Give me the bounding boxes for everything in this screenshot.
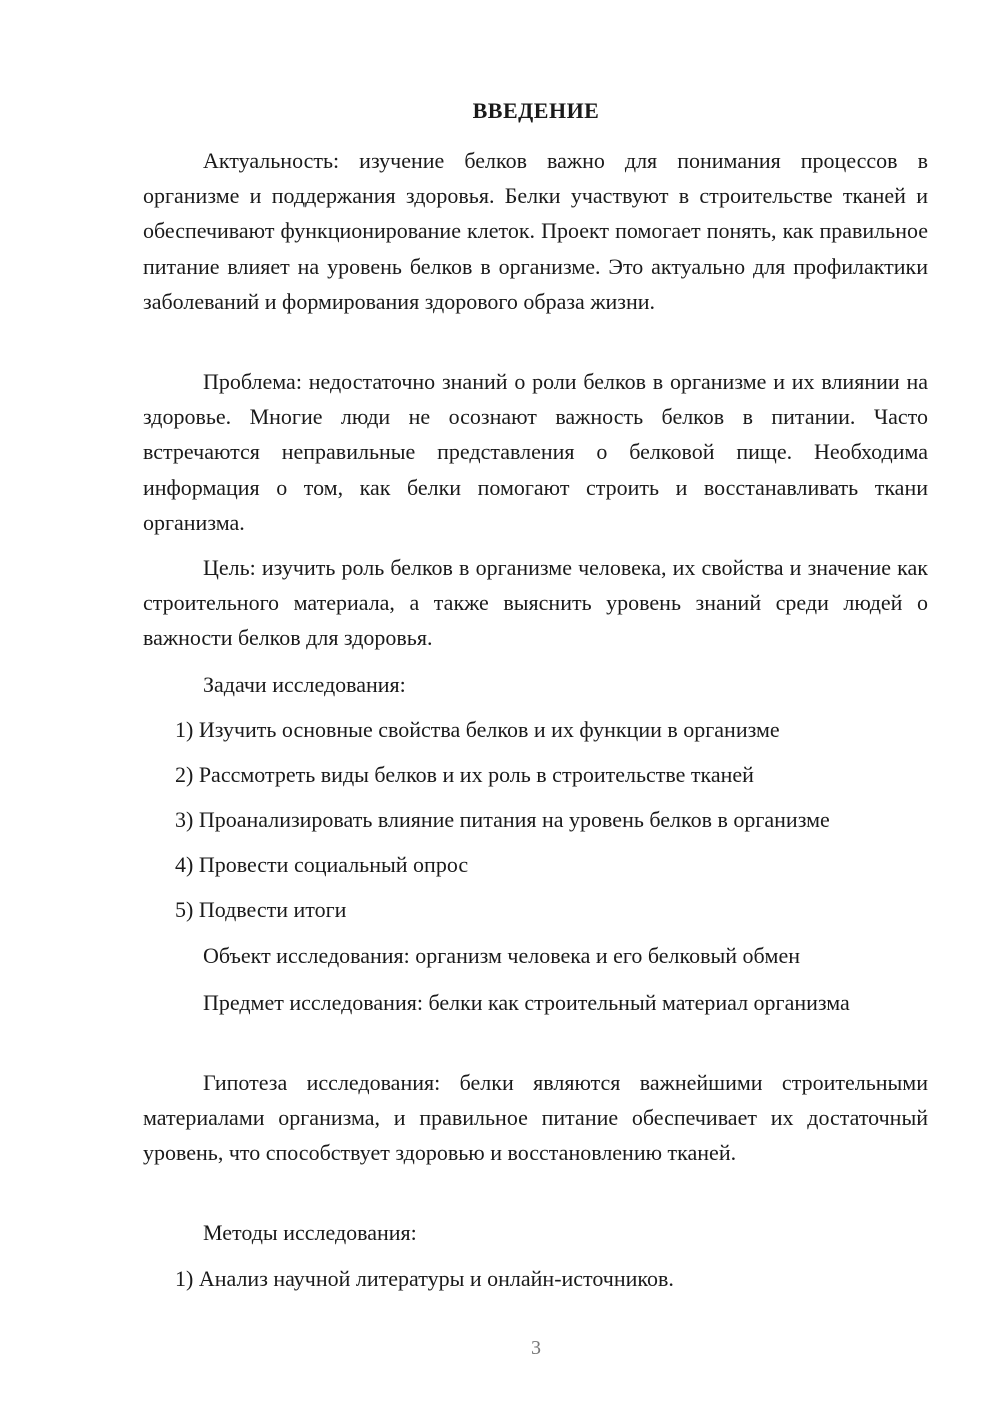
task-item: 4) Провести социальный опрос	[175, 852, 469, 877]
task-item: 1) Изучить основные свойства белков и их функции в организме	[175, 717, 780, 742]
task-item: 2) Рассмотреть виды белков и их роль в строительстве тканей	[175, 762, 754, 787]
paragraph-problem: Проблема: недостаточно знаний о роли белков в организме и их влиянии на здоровье. Многие люди не осознают важность белков в питании. Часто встречаются неправильные представления о белковой пище. Необходима информация о том, как белки помогают строить и восстанавливать ткани организма.	[143, 369, 928, 535]
section-heading: ВВЕДЕНИЕ	[472, 98, 600, 123]
paragraph-hypothesis: Гипотеза исследования: белки являются важнейшими строительными материалами организма, и правильное питание обеспечивает их достаточный уровень, что способствует здоровью и восстановлению тканей.	[143, 1070, 928, 1166]
page-number: 3	[531, 1337, 541, 1359]
tasks-title: Задачи исследования:	[203, 672, 406, 697]
methods-title: Методы исследования:	[203, 1220, 417, 1245]
method-item: 1) Анализ научной литературы и онлайн-источников.	[175, 1266, 674, 1291]
task-item: 5) Подвести итоги	[175, 897, 347, 922]
task-item: 3) Проанализировать влияние питания на уровень белков в организме	[175, 807, 830, 832]
paragraph-subject: Предмет исследования: белки как строительный материал организма	[203, 990, 850, 1015]
paragraph-goal: Цель: изучить роль белков в организме человека, их свойства и значение как строительного материала, а также выяснить уровень знаний среди людей о важности белков для здоровья.	[143, 555, 928, 651]
paragraph-object: Объект исследования: организм человека и его белковый обмен	[203, 943, 800, 968]
paragraph-relevance: Актуальность: изучение белков важно для понимания процессов в организме и поддержания здоровья. Белки участвуют в строительстве тканей и обеспечивают функционирование клеток. Проект помогает понять, как правильное питание влияет на уровень белков в организме. Это актуально для профилактики заболеваний и формирования здорового образа жизни.	[143, 148, 928, 314]
